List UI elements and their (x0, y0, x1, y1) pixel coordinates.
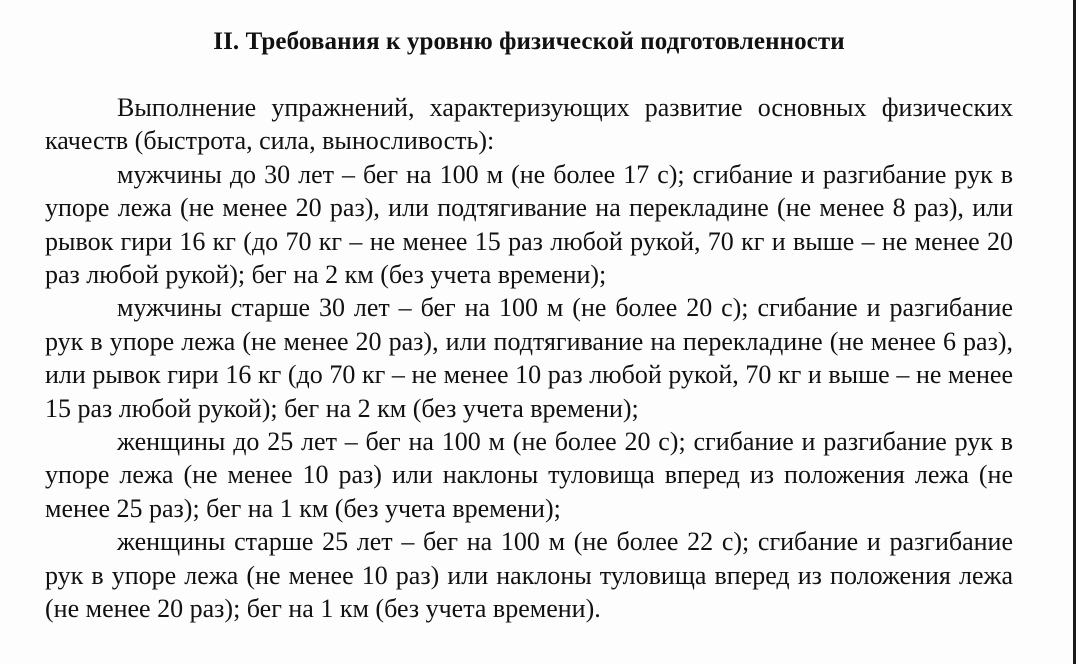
requirements-women-under-25: женщины до 25 лет – бег на 100 м (не более 20 с); сгибание и разгибание рук в упоре лежа (не менее 10 раз) или наклоны туловища вперед из положения лежа (не менее 25 раз); бег на 1 км (без учета времени); (45, 427, 1013, 523)
requirements-men-under-30: мужчины до 30 лет – бег на 100 м (не более 17 с); сгибание и разгибание рук в упоре лежа (не менее 20 раз), или подтягивание на перекладине (не менее 8 раз), или рывок гири 16 кг (до 70 кг – не менее 15 раз любой рукой, 70 кг и выше – не менее 20 раз любой рукой); бег на 2 км (без учета времени); (45, 159, 1013, 290)
scan-page-edge (1073, 0, 1076, 664)
requirements-men-over-30: мужчины старше 30 лет – бег на 100 м (не более 20 с); сгибание и разгибание рук в упоре лежа (не менее 20 раз), или подтягивание на перекладине (не менее 6 раз), или рывок гири 16 кг (до 70 кг – не менее 10 раз любой рукой, 70 кг и выше – не менее 15 раз любой рукой); бег на 2 км (без учета времени); (45, 293, 1013, 423)
section-heading: II. Требования к уровню физической подготовленности (213, 28, 845, 55)
requirements-women-over-25: женщины старше 25 лет – бег на 100 м (не более 22 с); сгибание и разгибание рук в упоре лежа (не менее 10 раз) или наклоны туловища вперед из положения лежа (не менее 20 раз); бег на 1 км (без учета времени). (45, 527, 1013, 624)
document-body (45, 22, 1013, 626)
intro-paragraph: Выполнение упражнений, характеризующих развитие основных физических качеств (быстрота, сила, выносливость): (45, 93, 1013, 156)
